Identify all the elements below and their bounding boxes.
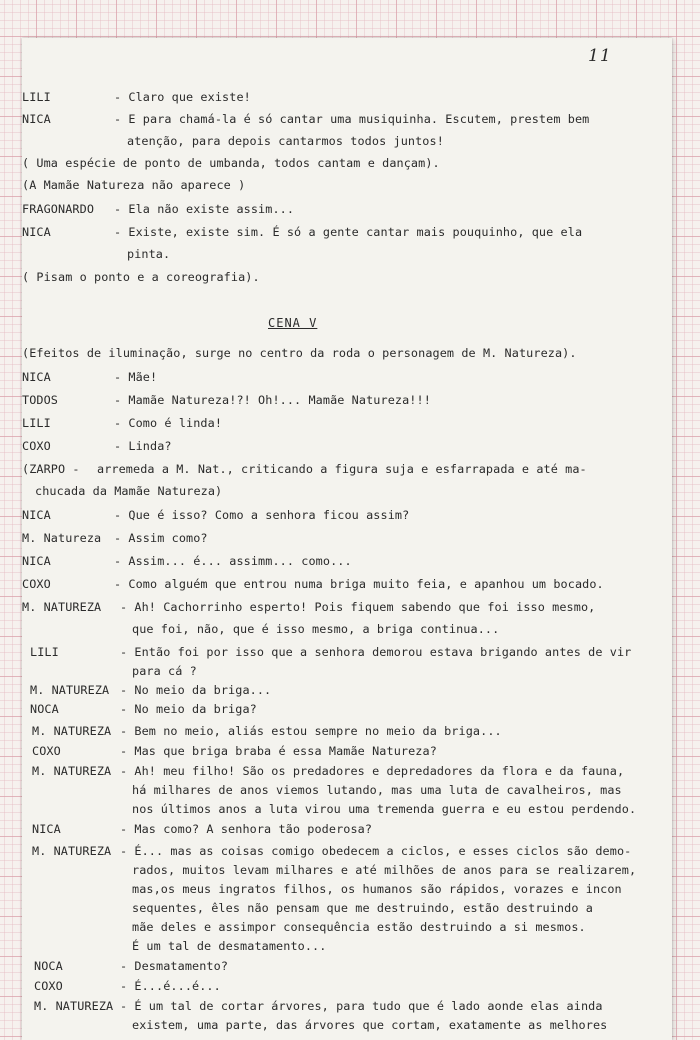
- dialogue: - No meio da briga?: [120, 702, 257, 716]
- dialogue-continuation: atenção, para depois cantarmos todos juntos!: [127, 134, 444, 148]
- dialogue: arremeda a M. Nat., criticando a figura suja e esfarrapada e até ma-: [97, 462, 587, 476]
- speaker: LILI: [30, 645, 59, 659]
- dialogue: - Mamãe Natureza!?! Oh!... Mamãe Natureza!!!: [114, 393, 431, 407]
- dialogue: - É... mas as coisas comigo obedecem a ciclos, e esses ciclos são demo-: [120, 844, 632, 858]
- speaker: M. NATUREZA: [32, 724, 112, 738]
- dialogue: - Assim... é... assimm... como...: [114, 554, 352, 568]
- dialogue-continuation: que foi, não, que é isso mesmo, a briga continua...: [132, 622, 500, 636]
- dialogue: - Como alguém que entrou numa briga muito feia, e apanhou um bocado.: [114, 577, 604, 591]
- dialogue: - Ah! Cachorrinho esperto! Pois fiquem sabendo que foi isso mesmo,: [120, 600, 596, 614]
- speaker: COXO: [22, 577, 51, 591]
- dialogue: - Claro que existe!: [114, 90, 251, 104]
- speaker: NICA: [22, 554, 51, 568]
- speaker: NICA: [22, 508, 51, 522]
- dialogue: - É um tal de cortar árvores, para tudo que é lado aonde elas ainda: [120, 999, 603, 1013]
- speaker: COXO: [22, 439, 51, 453]
- dialogue-continuation: nos últimos anos a luta virou uma tremenda guerra e eu estou perdendo.: [132, 802, 637, 816]
- speaker: FRAGONARDO: [22, 202, 95, 216]
- dialogue: - Linda?: [114, 439, 172, 453]
- dialogue: - Mas que briga braba é essa Mamãe Natureza?: [120, 744, 437, 758]
- speaker: M. Natureza: [22, 531, 102, 545]
- speaker: NOCA: [30, 702, 59, 716]
- typewritten-page: 11 LILI - Claro que existe! NICA - E para chamá-la é só cantar uma musiquinha. Escutem, prestem bem atenção, para depois cantarmos todos juntos! ( Uma espécie de ponto de umbanda, todos cantam e dançam). (A Mamãe Natureza não aparece ) FRAGONARDO - Ela não existe assim... NICA - Existe, existe sim. É só a gente cantar mais pouquinho, que ela pinta. ( Pisam o ponto e a coreografia). CENA V (Efeitos de iluminação, surge no centro da roda o personagem de M. Natureza). NICA - Mãe! TODOS - Mamãe Natureza!?! Oh!... Mamãe Natureza!!! LILI - Como é linda! COXO - Linda? (ZARPO - arremeda a M. Nat., criticando a figura suja e esfarrapada e até ma- chucada da Mamãe Natureza) NICA - Que é isso? Como a senhora ficou assim? M. Natureza - Assim como? NICA - Assim... é... assimm... como... COXO - Como alguém que entrou numa briga muito feia, e apanhou um bocado. M. NATUREZA - Ah! Cachorrinho esperto! Pois fiquem sabendo que foi isso mesmo, que foi, não, que é isso mesmo, a briga continua... LILI - Então foi por isso que a senhora demorou estava brigando antes de vir para cá ? M. NATUREZA - No meio da briga... NOCA - No meio da briga? M. NATUREZA - Bem no meio, aliás estou sempre no meio da briga... COXO - Mas que briga braba é essa Mamãe Natureza? M. NATUREZA - Ah! meu filho! São os predadores e depredadores da flora e da fauna, há milhares de anos viemos lutando, mas uma luta de cavalheiros, mas nos últimos anos a luta virou uma tremenda guerra e eu estou perdendo. NICA - Mas como? A senhora tão poderosa? M. NATUREZA - É... mas as coisas comigo obedecem a ciclos, e esses ciclos são demo- rados, muitos levam milhares e até milhões de anos para se realizarem, mas,os meus ingratos filhos, os humanos são rápidos, vorazes e incon sequentes, êles não pensam que me destruindo, estão destruindo a mãe deles e assimpor consequência estão destruindo a si mesmos. É um tal de desmatamento... NOCA - Desmatamento? COXO - É...é...é... M. NATUREZA - É um tal de cortar árvores, para tudo que é lado aonde elas ainda existem, uma parte, das árvores que cortam, exatamente as melhores: [22, 38, 672, 1040]
- dialogue-continuation: sequentes, êles não pensam que me destruindo, estão destruindo a: [132, 901, 593, 915]
- dialogue-continuation: há milhares de anos viemos lutando, mas uma luta de cavalheiros, mas: [132, 783, 622, 797]
- speaker: M. NATUREZA: [34, 999, 114, 1013]
- speaker: TODOS: [22, 393, 59, 407]
- dialogue: - Como é linda!: [114, 416, 223, 430]
- speaker: LILI: [22, 90, 51, 104]
- dialogue: - Desmatamento?: [120, 959, 229, 973]
- dialogue: - Existe, existe sim. É só a gente cantar mais pouquinho, que ela: [114, 225, 583, 239]
- dialogue: - Ela não existe assim...: [114, 202, 295, 216]
- dialogue: - Mas como? A senhora tão poderosa?: [120, 822, 373, 836]
- page-number: 11: [588, 46, 612, 66]
- dialogue: - Mãe!: [114, 370, 158, 384]
- dialogue: - Assim como?: [114, 531, 208, 545]
- speaker: NICA: [22, 225, 51, 239]
- dialogue: - Ah! meu filho! São os predadores e depredadores da flora e da fauna,: [120, 764, 625, 778]
- dialogue-continuation: mãe deles e assimpor consequência estão destruindo a si mesmos.: [132, 920, 586, 934]
- dialogue-continuation: rados, muitos levam milhares e até milhões de anos para se realizarem,: [132, 863, 637, 877]
- dialogue: - Então foi por isso que a senhora demorou estava brigando antes de vir: [120, 645, 632, 659]
- dialogue: - Que é isso? Como a senhora ficou assim?: [114, 508, 410, 522]
- dialogue-continuation: É um tal de desmatamento...: [132, 939, 327, 953]
- dialogue-continuation: existem, uma parte, das árvores que cortam, exatamente as melhores: [132, 1018, 608, 1032]
- speaker: COXO: [34, 979, 63, 993]
- scene-heading: CENA V: [268, 316, 318, 330]
- dialogue: - E para chamá-la é só cantar uma musiquinha. Escutem, prestem bem: [114, 112, 590, 126]
- speaker: COXO: [32, 744, 61, 758]
- dialogue-continuation: mas,os meus ingratos filhos, os humanos são rápidos, vorazes e incon: [132, 882, 622, 896]
- speaker: NICA: [32, 822, 61, 836]
- speaker: NICA: [22, 112, 51, 126]
- dialogue-continuation: pinta.: [127, 247, 171, 261]
- speaker: NOCA: [34, 959, 63, 973]
- speaker: NICA: [22, 370, 51, 384]
- speaker: LILI: [22, 416, 51, 430]
- dialogue-continuation: para cá ?: [132, 664, 197, 678]
- dialogue: - Bem no meio, aliás estou sempre no meio da briga...: [120, 724, 502, 738]
- speaker: M. NATUREZA: [22, 600, 102, 614]
- dialogue: - No meio da briga...: [120, 683, 272, 697]
- speaker: (ZARPO -: [22, 462, 80, 476]
- dialogue: - É...é...é...: [120, 979, 221, 993]
- dialogue-continuation: chucada da Mamãe Natureza): [35, 484, 223, 498]
- speaker: M. NATUREZA: [32, 764, 112, 778]
- speaker: M. NATUREZA: [30, 683, 110, 697]
- speaker: M. NATUREZA: [32, 844, 112, 858]
